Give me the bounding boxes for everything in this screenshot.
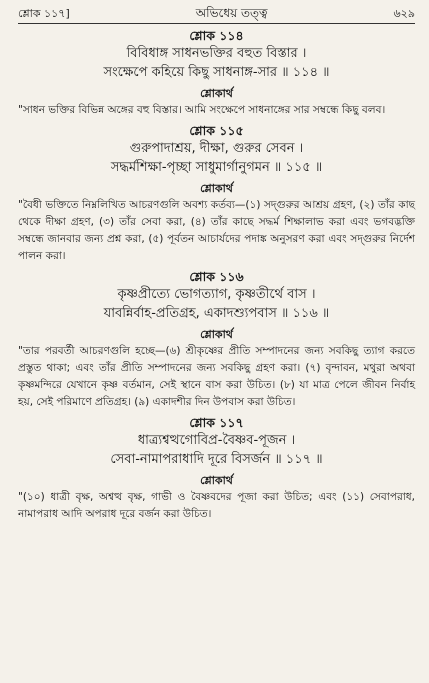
verse-line: বিবিধাঙ্গ সাধনভক্তির বহুত বিস্তার । bbox=[126, 46, 307, 61]
translation-text: "সাধন ভক্তির বিভিন্ন অঙ্গের বহু বিস্তার। আমি সংক্ষেপে সাধনাঙ্গের সার সম্বন্ধে কিছু বলব। bbox=[18, 104, 386, 116]
translation-text: "বৈধী ভক্তিতে নিম্নলিখিত আচরণগুলি অবশ্য কর্তব্য—(১) সদ্‌গুরুর আশ্রয় গ্রহণ, (২) তাঁর কাছ থেকে দীক্ষা গ্রহণ, (৩) তাঁর সেবা করা, (৪) তাঁর কাছে সদ্ধর্ম শিক্ষালাভ করা এবং ভগবদ্ভক্তি সম্বন্ধে জানবার জন্য প্রশ্ন করা, (৫) পূর্বতন আচার্যদের পদাঙ্ক অনুসরণ করা এবং সদ্‌গুরুর নির্দেশ পালন করা। bbox=[18, 199, 415, 262]
verse-line: ধাত্র্যশ্বত্থগোবিপ্র-বৈষ্ণব-পূজন । bbox=[137, 433, 296, 448]
verse-line: যাবন্নির্বাহ-প্রতিগ্রহ, একাদশ্যুপবাস ॥ ১১৬ ॥ bbox=[103, 306, 330, 321]
verse-line: সদ্ধর্মশিক্ষা-পৃচ্ছা সাধুমার্গানুগমন ॥ ১১৫ ॥ bbox=[110, 160, 323, 175]
running-header bbox=[18, 6, 415, 22]
header-title: অভিধেয় তত্ত্ব bbox=[195, 6, 268, 20]
header-left: শ্লোক ১১৭] bbox=[18, 7, 70, 20]
verse-line: গুরুপাদাশ্রয়, দীক্ষা, গুরুর সেবন । bbox=[129, 141, 304, 156]
verse-number: শ্লোক ১১৭ bbox=[189, 415, 244, 430]
translation-heading: শ্লোকার্থ bbox=[200, 182, 233, 195]
verse-line: সংক্ষেপে কহিয়ে কিছু সাধনাঙ্গ-সার ॥ ১১৪ ॥ bbox=[103, 65, 330, 80]
verse-line: সেবা-নামাপরাধাদি দূরে বিসর্জন ॥ ১১৭ ॥ bbox=[110, 452, 323, 467]
header-rule bbox=[18, 23, 415, 24]
verse-block-116 bbox=[18, 269, 415, 411]
verse-number: শ্লোক ১১৫ bbox=[189, 123, 244, 138]
translation-heading: শ্লোকার্থ bbox=[200, 328, 233, 341]
page-number: ৬২৯ bbox=[393, 7, 415, 20]
verse-number: শ্লোক ১১৬ bbox=[189, 269, 244, 284]
verse-number: শ্লোক ১১৪ bbox=[189, 28, 244, 43]
verse-block-117 bbox=[18, 415, 415, 523]
verse-block-114 bbox=[18, 28, 415, 119]
translation-heading: শ্লোকার্থ bbox=[200, 87, 233, 100]
verse-block-115 bbox=[18, 123, 415, 265]
translation-text: "তার পরবর্তী আচরণগুলি হচ্ছে—(৬) শ্রীকৃষ্ণের প্রীতি সম্পাদনের জন্য সবকিছু ত্যাগ করতে প্রস্তুত থাকা; এবং তাঁর প্রীতি সম্পাদনের জন্য সবকিছু গ্রহণ করা। (৭) বৃন্দাবন, মথুরা অথবা কৃষ্ণমন্দিরে যেখানে কৃষ্ণ বর্তমান, সেই স্থানে বাস করা উচিত। (৮) যা মাত্র পেলে জীবন নির্বাহ হয়, সেই পরিমাণে প্রতিগ্রহ। (৯) একাদশীর দিন উপবাস করা উচিত। bbox=[18, 345, 415, 408]
verse-line: কৃষ্ণপ্রীত্যে ভোগত্যাগ, কৃষ্ণতীর্থে বাস । bbox=[117, 287, 316, 302]
translation-text: "(১০) ধাত্রী বৃক্ষ, অশ্বত্থ বৃক্ষ, গাভী ও বৈষ্ণবদের পূজা করা উচিত; এবং (১১) সেবাপরাধ, নামাপরাধ আদি অপরাধ দূরে বর্জন করা উচিত। bbox=[18, 491, 415, 520]
translation-heading: শ্লোকার্থ bbox=[200, 474, 233, 487]
